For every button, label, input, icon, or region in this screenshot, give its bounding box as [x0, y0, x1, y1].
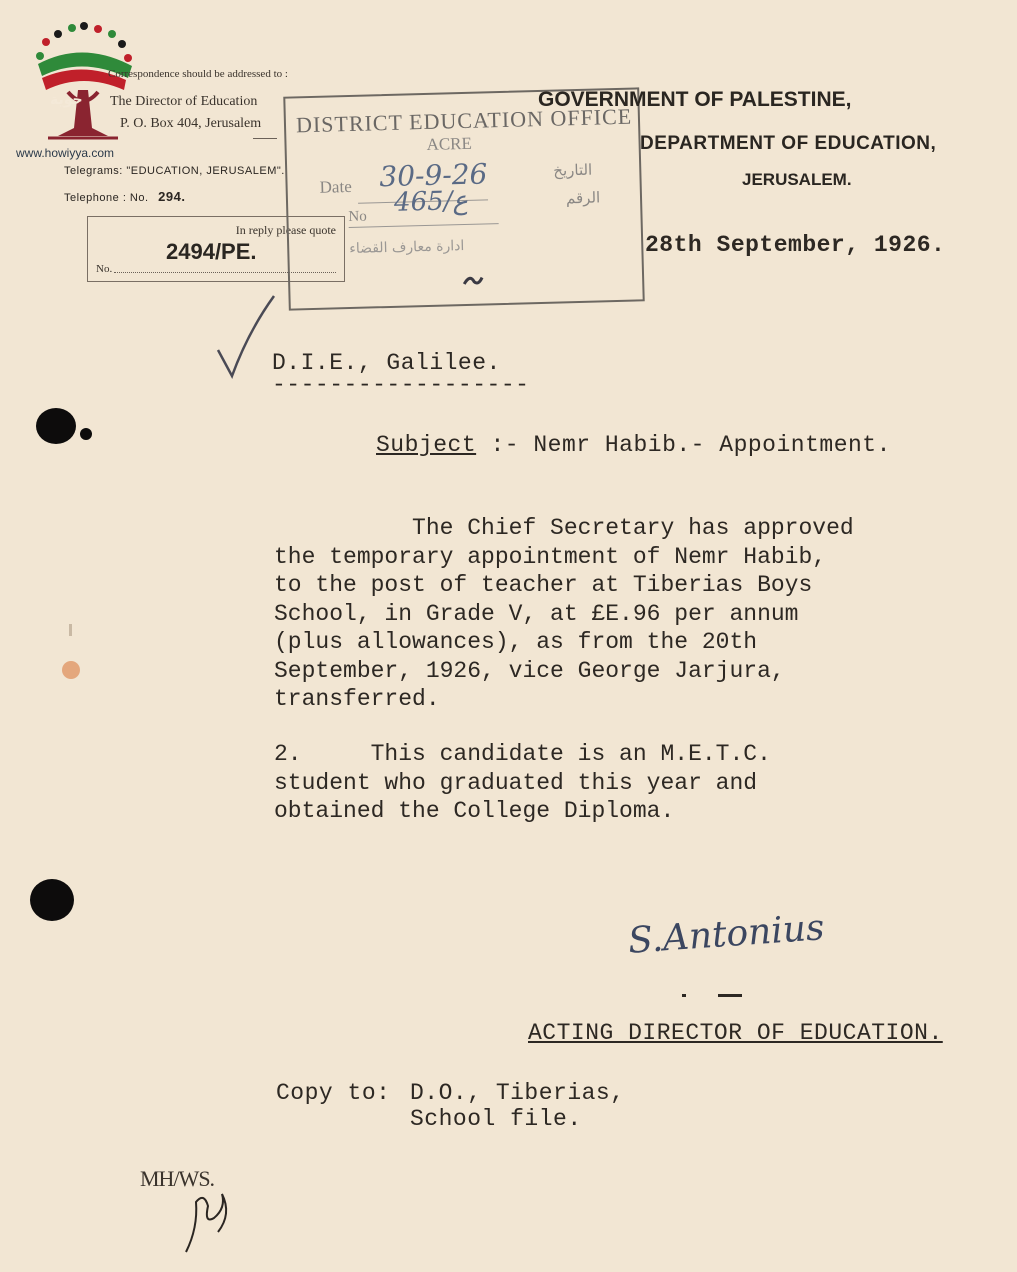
- district-education-stamp: [283, 87, 644, 310]
- stamp-no-line: [349, 223, 499, 228]
- stamp-arabic-office: ادارة معارف القضاء: [349, 238, 465, 258]
- signature-dot: [682, 994, 686, 997]
- copy-to-label: Copy to:: [276, 1080, 391, 1106]
- government-heading: GOVERNMENT OF PALESTINE,: [538, 88, 852, 111]
- subject-line: [376, 432, 891, 458]
- rust-stain-icon: [58, 620, 84, 686]
- typist-initials: MH/WS.: [140, 1166, 215, 1191]
- copy-to-recipient-2: School file.: [410, 1106, 582, 1132]
- watermark-logo-text: حوية: [50, 92, 83, 108]
- reference-number: 2494/PE.: [166, 239, 257, 264]
- reference-no-label: No.: [96, 263, 113, 275]
- stamp-arabic-date-label: التاريخ: [553, 160, 593, 180]
- director-line: The Director of Education: [110, 94, 258, 109]
- stamp-place: ACRE: [426, 133, 473, 154]
- telephone-line: [64, 188, 185, 206]
- stamp-date-handwritten: 30-9-26: [378, 157, 488, 194]
- addressee-rule: ------------------: [272, 372, 530, 398]
- po-box-line: P. O. Box 404, Jerusalem: [120, 116, 262, 131]
- signature: S.Antonius: [626, 907, 826, 962]
- body-paragraph-1: The Chief Secretary has approved the temporary appointment of Nemr Habib, to the post of teacher at Tiberias Boys School, in Grade V, at £E.96 per annum (plus allowances), as from the 20th September, 1926, vice George Jarjura, transferred.: [274, 515, 854, 712]
- stamp-scribble-icon: [462, 272, 484, 289]
- department-heading: DEPARTMENT OF EDUCATION,: [640, 133, 937, 154]
- signature-dash: [718, 994, 742, 997]
- city-heading: JERUSALEM.: [742, 170, 852, 189]
- correspondence-line: Correspondence should be addressed to :: [108, 68, 288, 80]
- stamp-arabic-no-label: الرقم: [565, 188, 601, 208]
- watermark-site-url: www.howiyya.com: [16, 146, 115, 160]
- stamp-no-handwritten: 465/ع: [393, 185, 469, 218]
- subject-text: :- Nemr Habib.- Appointment.: [490, 432, 891, 458]
- reply-quote-label: In reply please quote: [235, 223, 336, 237]
- stamp-title: DISTRICT EDUCATION OFFICE: [295, 103, 633, 138]
- letterhead-divider: [253, 138, 277, 139]
- telephone-number: 294.: [158, 189, 186, 204]
- letter-date: 28th September, 1926.: [645, 232, 946, 258]
- subject-label: Subject: [376, 432, 477, 458]
- telegrams-line: Telegrams: "EDUCATION, JERUSALEM".: [64, 165, 285, 177]
- initials-scribble-icon: [178, 1188, 238, 1258]
- copy-to-recipient-1: D.O., Tiberias,: [410, 1080, 625, 1106]
- stamp-date-label: Date: [319, 176, 352, 197]
- signatory-title: ACTING DIRECTOR OF EDUCATION.: [528, 1020, 943, 1046]
- ink-blot-icon: [30, 402, 102, 450]
- check-mark-icon: [214, 292, 280, 382]
- punch-hole-icon: [26, 876, 78, 924]
- addressee: D.I.E., Galilee.: [272, 350, 501, 376]
- telephone-label: Telephone : No.: [64, 192, 149, 204]
- body-paragraph-2: 2. This candidate is an M.E.T.C. student who graduated this year and obtained the College Diploma.: [274, 741, 771, 824]
- stamp-no-label: No: [348, 208, 367, 226]
